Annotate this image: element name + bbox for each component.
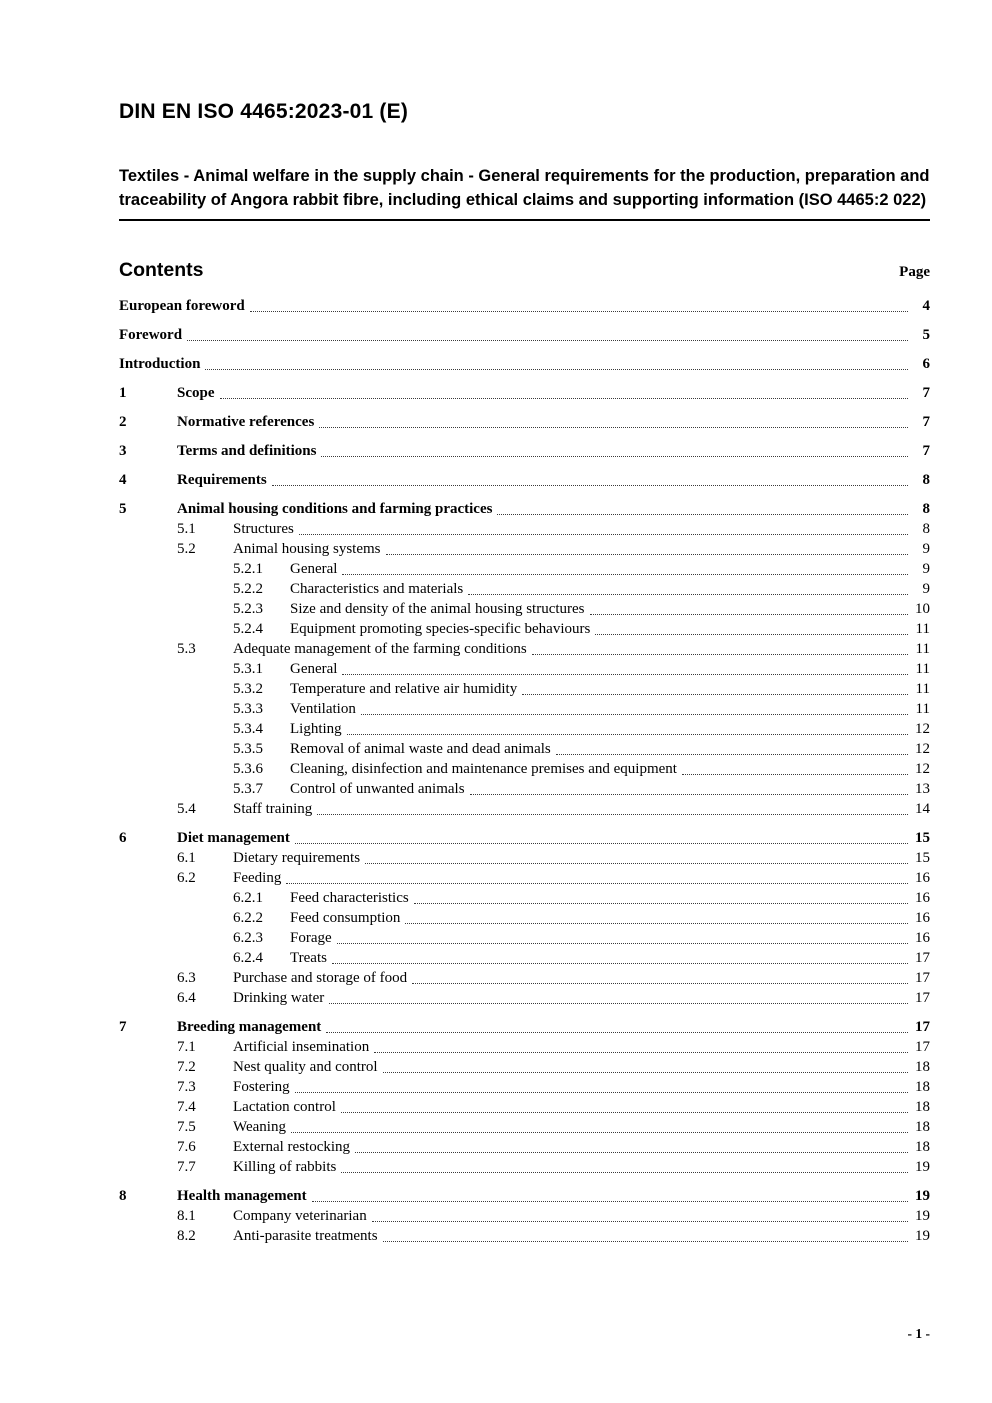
toc-entry-number: 5.4 xyxy=(177,801,196,817)
toc-entry-number: 5.2 xyxy=(177,541,196,557)
toc-entry-title: Control of unwanted animals xyxy=(290,781,465,797)
toc-row xyxy=(119,1097,930,1117)
toc-row xyxy=(119,779,930,799)
toc-entry-title: Drinking water xyxy=(233,990,325,1006)
toc-entry-title: Breeding management xyxy=(177,1019,322,1035)
contents-heading: Contents xyxy=(119,259,204,281)
dot-leader xyxy=(590,614,908,615)
toc-entry-number: 6.2 xyxy=(177,870,196,886)
toc-page-number: 8 xyxy=(922,501,930,517)
toc-entry-title: Introduction xyxy=(119,356,201,372)
dot-leader xyxy=(522,694,908,695)
toc-page-number: 15 xyxy=(915,830,930,846)
toc-entry-title: Feed characteristics xyxy=(290,890,409,906)
dot-leader xyxy=(220,398,909,399)
toc-entry-number: 5.1 xyxy=(177,521,196,537)
toc-entry-title: Company veterinarian xyxy=(233,1208,367,1224)
toc-entry-title: Size and density of the animal housing structures xyxy=(290,601,585,617)
toc-row xyxy=(119,639,930,659)
toc-row xyxy=(119,888,930,908)
toc-entry-number: 7.3 xyxy=(177,1079,196,1095)
toc-entry-number: 5.3.7 xyxy=(233,781,263,797)
toc-row xyxy=(119,619,930,639)
dot-leader xyxy=(341,1112,908,1113)
page-column-label: Page xyxy=(899,264,930,280)
toc-row xyxy=(119,412,930,432)
toc-entry-title: European foreword xyxy=(119,298,245,314)
dot-leader xyxy=(386,554,908,555)
toc-page-number: 12 xyxy=(915,761,930,777)
toc-page-number: 7 xyxy=(922,414,930,430)
toc-page-number: 16 xyxy=(915,870,930,886)
toc-entry-title: Health management xyxy=(177,1188,307,1204)
toc-page-number: 17 xyxy=(915,950,930,966)
toc-entry-title: Cleaning, disinfection and maintenance premises and equipment xyxy=(290,761,677,777)
dot-leader xyxy=(286,883,908,884)
toc-row xyxy=(119,739,930,759)
toc-row xyxy=(119,470,930,490)
toc-row xyxy=(119,659,930,679)
toc-entry-title: Artificial insemination xyxy=(233,1039,370,1055)
dot-leader xyxy=(205,369,908,370)
dot-leader xyxy=(372,1221,908,1222)
toc-entry-title: Normative references xyxy=(177,414,315,430)
toc-entry-title: Temperature and relative air humidity xyxy=(290,681,518,697)
toc-entry-number: 5.3.4 xyxy=(233,721,263,737)
toc-entry-title: Nest quality and control xyxy=(233,1059,378,1075)
toc-entry-number: 7.1 xyxy=(177,1039,196,1055)
toc-page-number: 7 xyxy=(922,443,930,459)
toc-entry-title: Dietary requirements xyxy=(233,850,361,866)
toc-entry-title: Lactation control xyxy=(233,1099,336,1115)
toc-entry-title: Equipment promoting species-specific behaviours xyxy=(290,621,591,637)
toc-entry-number: 8 xyxy=(119,1188,127,1204)
dot-leader xyxy=(342,674,908,675)
toc-row xyxy=(119,679,930,699)
dot-leader xyxy=(187,340,908,341)
toc-page-number: 11 xyxy=(915,641,930,657)
toc-page-number: 13 xyxy=(915,781,930,797)
toc-entry-number: 6.2.1 xyxy=(233,890,263,906)
toc-row xyxy=(119,719,930,739)
toc-entry-title: Terms and definitions xyxy=(177,443,317,459)
dot-leader xyxy=(326,1032,908,1033)
toc-row xyxy=(119,948,930,968)
toc-entry-number: 6.2.3 xyxy=(233,930,263,946)
toc-entry-number: 5.3 xyxy=(177,641,196,657)
toc-entry-title: Forage xyxy=(290,930,332,946)
toc-entry-number: 6.4 xyxy=(177,990,196,1006)
toc-entry-number: 5.2.4 xyxy=(233,621,263,637)
toc-page-number: 11 xyxy=(915,681,930,697)
toc-page-number: 16 xyxy=(915,930,930,946)
toc-row xyxy=(119,868,930,888)
toc-entry-number: 7.2 xyxy=(177,1059,196,1075)
toc-entry-title: Ventilation xyxy=(290,701,356,717)
toc-entry-number: 5.2.2 xyxy=(233,581,263,597)
dot-leader xyxy=(332,963,908,964)
toc-row xyxy=(119,1137,930,1157)
toc-page-number: 16 xyxy=(915,910,930,926)
toc-entry-number: 6 xyxy=(119,830,127,846)
dot-leader xyxy=(532,654,908,655)
toc-row xyxy=(119,968,930,988)
dot-leader xyxy=(312,1201,908,1202)
toc-entry-number: 8.1 xyxy=(177,1208,196,1224)
contents-header-row xyxy=(119,259,930,282)
toc-row xyxy=(119,1037,930,1057)
toc-row xyxy=(119,499,930,519)
toc-entry-title: Weaning xyxy=(233,1119,286,1135)
toc-entry-title: Removal of animal waste and dead animals xyxy=(290,741,551,757)
toc-page-number: 9 xyxy=(922,561,930,577)
toc-row xyxy=(119,828,930,848)
toc-page-number: 9 xyxy=(922,581,930,597)
toc-entry-number: 7.4 xyxy=(177,1099,196,1115)
toc-entry-number: 6.1 xyxy=(177,850,196,866)
toc-row xyxy=(119,441,930,461)
dot-leader xyxy=(682,774,908,775)
toc-entry-title: Animal housing systems xyxy=(233,541,381,557)
dot-leader xyxy=(383,1241,908,1242)
toc-row xyxy=(119,579,930,599)
dot-leader xyxy=(317,814,908,815)
toc-page-number: 4 xyxy=(922,298,930,314)
toc-page-number: 11 xyxy=(915,621,930,637)
toc-entry-title: External restocking xyxy=(233,1139,351,1155)
toc-entry-number: 6.2.2 xyxy=(233,910,263,926)
toc-entry-title: Feeding xyxy=(233,870,282,886)
toc-row xyxy=(119,519,930,539)
toc-entry-number: 8.2 xyxy=(177,1228,196,1244)
toc-entry-number: 7 xyxy=(119,1019,127,1035)
toc-page-number: 18 xyxy=(915,1119,930,1135)
dot-leader xyxy=(470,794,908,795)
toc-entry-title: Diet management xyxy=(177,830,290,846)
dot-leader xyxy=(497,514,908,515)
dot-leader xyxy=(374,1052,908,1053)
toc-row xyxy=(119,599,930,619)
toc-entry-title: Staff training xyxy=(233,801,313,817)
toc-row xyxy=(119,1206,930,1226)
toc-row xyxy=(119,1017,930,1037)
toc-page-number: 18 xyxy=(915,1139,930,1155)
toc-page-number: 19 xyxy=(915,1188,930,1204)
toc-row xyxy=(119,325,930,345)
dot-leader xyxy=(291,1132,908,1133)
toc-row xyxy=(119,1186,930,1206)
toc-entry-title: Characteristics and materials xyxy=(290,581,464,597)
toc-row xyxy=(119,539,930,559)
toc-page-number: 19 xyxy=(915,1208,930,1224)
dot-leader xyxy=(337,943,908,944)
toc-row xyxy=(119,759,930,779)
toc-page-number: 18 xyxy=(915,1059,930,1075)
toc-page-number: 17 xyxy=(915,1019,930,1035)
toc-page-number: 12 xyxy=(915,741,930,757)
toc-entry-number: 7.5 xyxy=(177,1119,196,1135)
dot-leader xyxy=(321,456,908,457)
toc-page-number: 19 xyxy=(915,1159,930,1175)
dot-leader xyxy=(412,983,908,984)
toc-entry-number: 5 xyxy=(119,501,127,517)
toc-row xyxy=(119,1057,930,1077)
toc-entry-number: 6.2.4 xyxy=(233,950,263,966)
dot-leader xyxy=(329,1003,908,1004)
toc-entry-title: Structures xyxy=(233,521,294,537)
toc-entry-number: 2 xyxy=(119,414,127,430)
toc-entry-title: Killing of rabbits xyxy=(233,1159,337,1175)
dot-leader xyxy=(319,427,908,428)
toc-entry-number: 5.3.6 xyxy=(233,761,263,777)
toc-row xyxy=(119,354,930,374)
toc-entry-title: Purchase and storage of food xyxy=(233,970,408,986)
dot-leader xyxy=(414,903,908,904)
toc-page-number: 17 xyxy=(915,1039,930,1055)
toc-entry-title: Treats xyxy=(290,950,327,966)
toc-row xyxy=(119,1157,930,1177)
toc-page-number: 17 xyxy=(915,970,930,986)
toc-page-number: 10 xyxy=(915,601,930,617)
toc-page-number: 5 xyxy=(922,327,930,343)
toc-entry-number: 5.3.1 xyxy=(233,661,263,677)
toc-entry-number: 6.3 xyxy=(177,970,196,986)
document-title: Textiles - Animal welfare in the supply chain - General requirements for the production, preparation and traceability of Angora rabbit fibre, including ethical claims and supporting information (ISO 4465:2 022) xyxy=(119,165,930,221)
toc-entry-number: 3 xyxy=(119,443,127,459)
toc-entry-number: 5.2.3 xyxy=(233,601,263,617)
toc-row xyxy=(119,988,930,1008)
toc-page-number: 17 xyxy=(915,990,930,1006)
toc-entry-number: 7.6 xyxy=(177,1139,196,1155)
toc-row xyxy=(119,559,930,579)
dot-leader xyxy=(556,754,908,755)
toc-row xyxy=(119,383,930,403)
toc-page-number: 18 xyxy=(915,1099,930,1115)
toc-row xyxy=(119,1077,930,1097)
toc-page-number: 11 xyxy=(915,701,930,717)
dot-leader xyxy=(361,714,908,715)
toc-entry-title: General xyxy=(290,661,338,677)
toc-row xyxy=(119,928,930,948)
toc-list xyxy=(119,296,930,1246)
dot-leader xyxy=(405,923,908,924)
page-number-footer: - 1 - xyxy=(907,1326,930,1341)
toc-entry-number: 5.2.1 xyxy=(233,561,263,577)
document-id: DIN EN ISO 4465:2023-01 (E) xyxy=(119,100,409,123)
toc-entry-number: 5.3.2 xyxy=(233,681,263,697)
toc-page-number: 15 xyxy=(915,850,930,866)
toc-page-number: 9 xyxy=(922,541,930,557)
toc-entry-title: Adequate management of the farming conditions xyxy=(233,641,527,657)
toc-row xyxy=(119,1226,930,1246)
toc-entry-number: 4 xyxy=(119,472,127,488)
toc-page-number: 6 xyxy=(922,356,930,372)
dot-leader xyxy=(342,574,908,575)
toc-entry-title: Fostering xyxy=(233,1079,290,1095)
toc-row xyxy=(119,908,930,928)
toc-page-number: 14 xyxy=(915,801,930,817)
toc-row xyxy=(119,848,930,868)
toc-entry-title: Feed consumption xyxy=(290,910,401,926)
toc-entry-title: Scope xyxy=(177,385,215,401)
toc-entry-number: 1 xyxy=(119,385,127,401)
toc-entry-number: 7.7 xyxy=(177,1159,196,1175)
toc-entry-number: 5.3.3 xyxy=(233,701,263,717)
dot-leader xyxy=(295,843,908,844)
toc-page-number: 16 xyxy=(915,890,930,906)
toc-row xyxy=(119,296,930,316)
toc-row xyxy=(119,799,930,819)
toc-page-number: 7 xyxy=(922,385,930,401)
dot-leader xyxy=(272,485,908,486)
toc-row xyxy=(119,1117,930,1137)
dot-leader xyxy=(347,734,908,735)
toc-page-number: 11 xyxy=(915,661,930,677)
toc-page-number: 12 xyxy=(915,721,930,737)
toc-entry-title: Foreword xyxy=(119,327,183,343)
toc-page-number: 18 xyxy=(915,1079,930,1095)
toc-entry-title: Lighting xyxy=(290,721,342,737)
toc-entry-number: 5.3.5 xyxy=(233,741,263,757)
dot-leader xyxy=(299,534,908,535)
toc-page-number: 8 xyxy=(922,521,930,537)
toc-row xyxy=(119,699,930,719)
dot-leader xyxy=(468,594,908,595)
toc-entry-title: Animal housing conditions and farming practices xyxy=(177,501,493,517)
dot-leader xyxy=(595,634,908,635)
toc-entry-title: Requirements xyxy=(177,472,267,488)
toc-page-number: 8 xyxy=(922,472,930,488)
dot-leader xyxy=(341,1172,908,1173)
dot-leader xyxy=(383,1072,908,1073)
dot-leader xyxy=(250,311,908,312)
dot-leader xyxy=(295,1092,908,1093)
dot-leader xyxy=(355,1152,908,1153)
toc-entry-title: General xyxy=(290,561,338,577)
dot-leader xyxy=(365,863,908,864)
toc-page-number: 19 xyxy=(915,1228,930,1244)
toc-entry-title: Anti-parasite treatments xyxy=(233,1228,378,1244)
